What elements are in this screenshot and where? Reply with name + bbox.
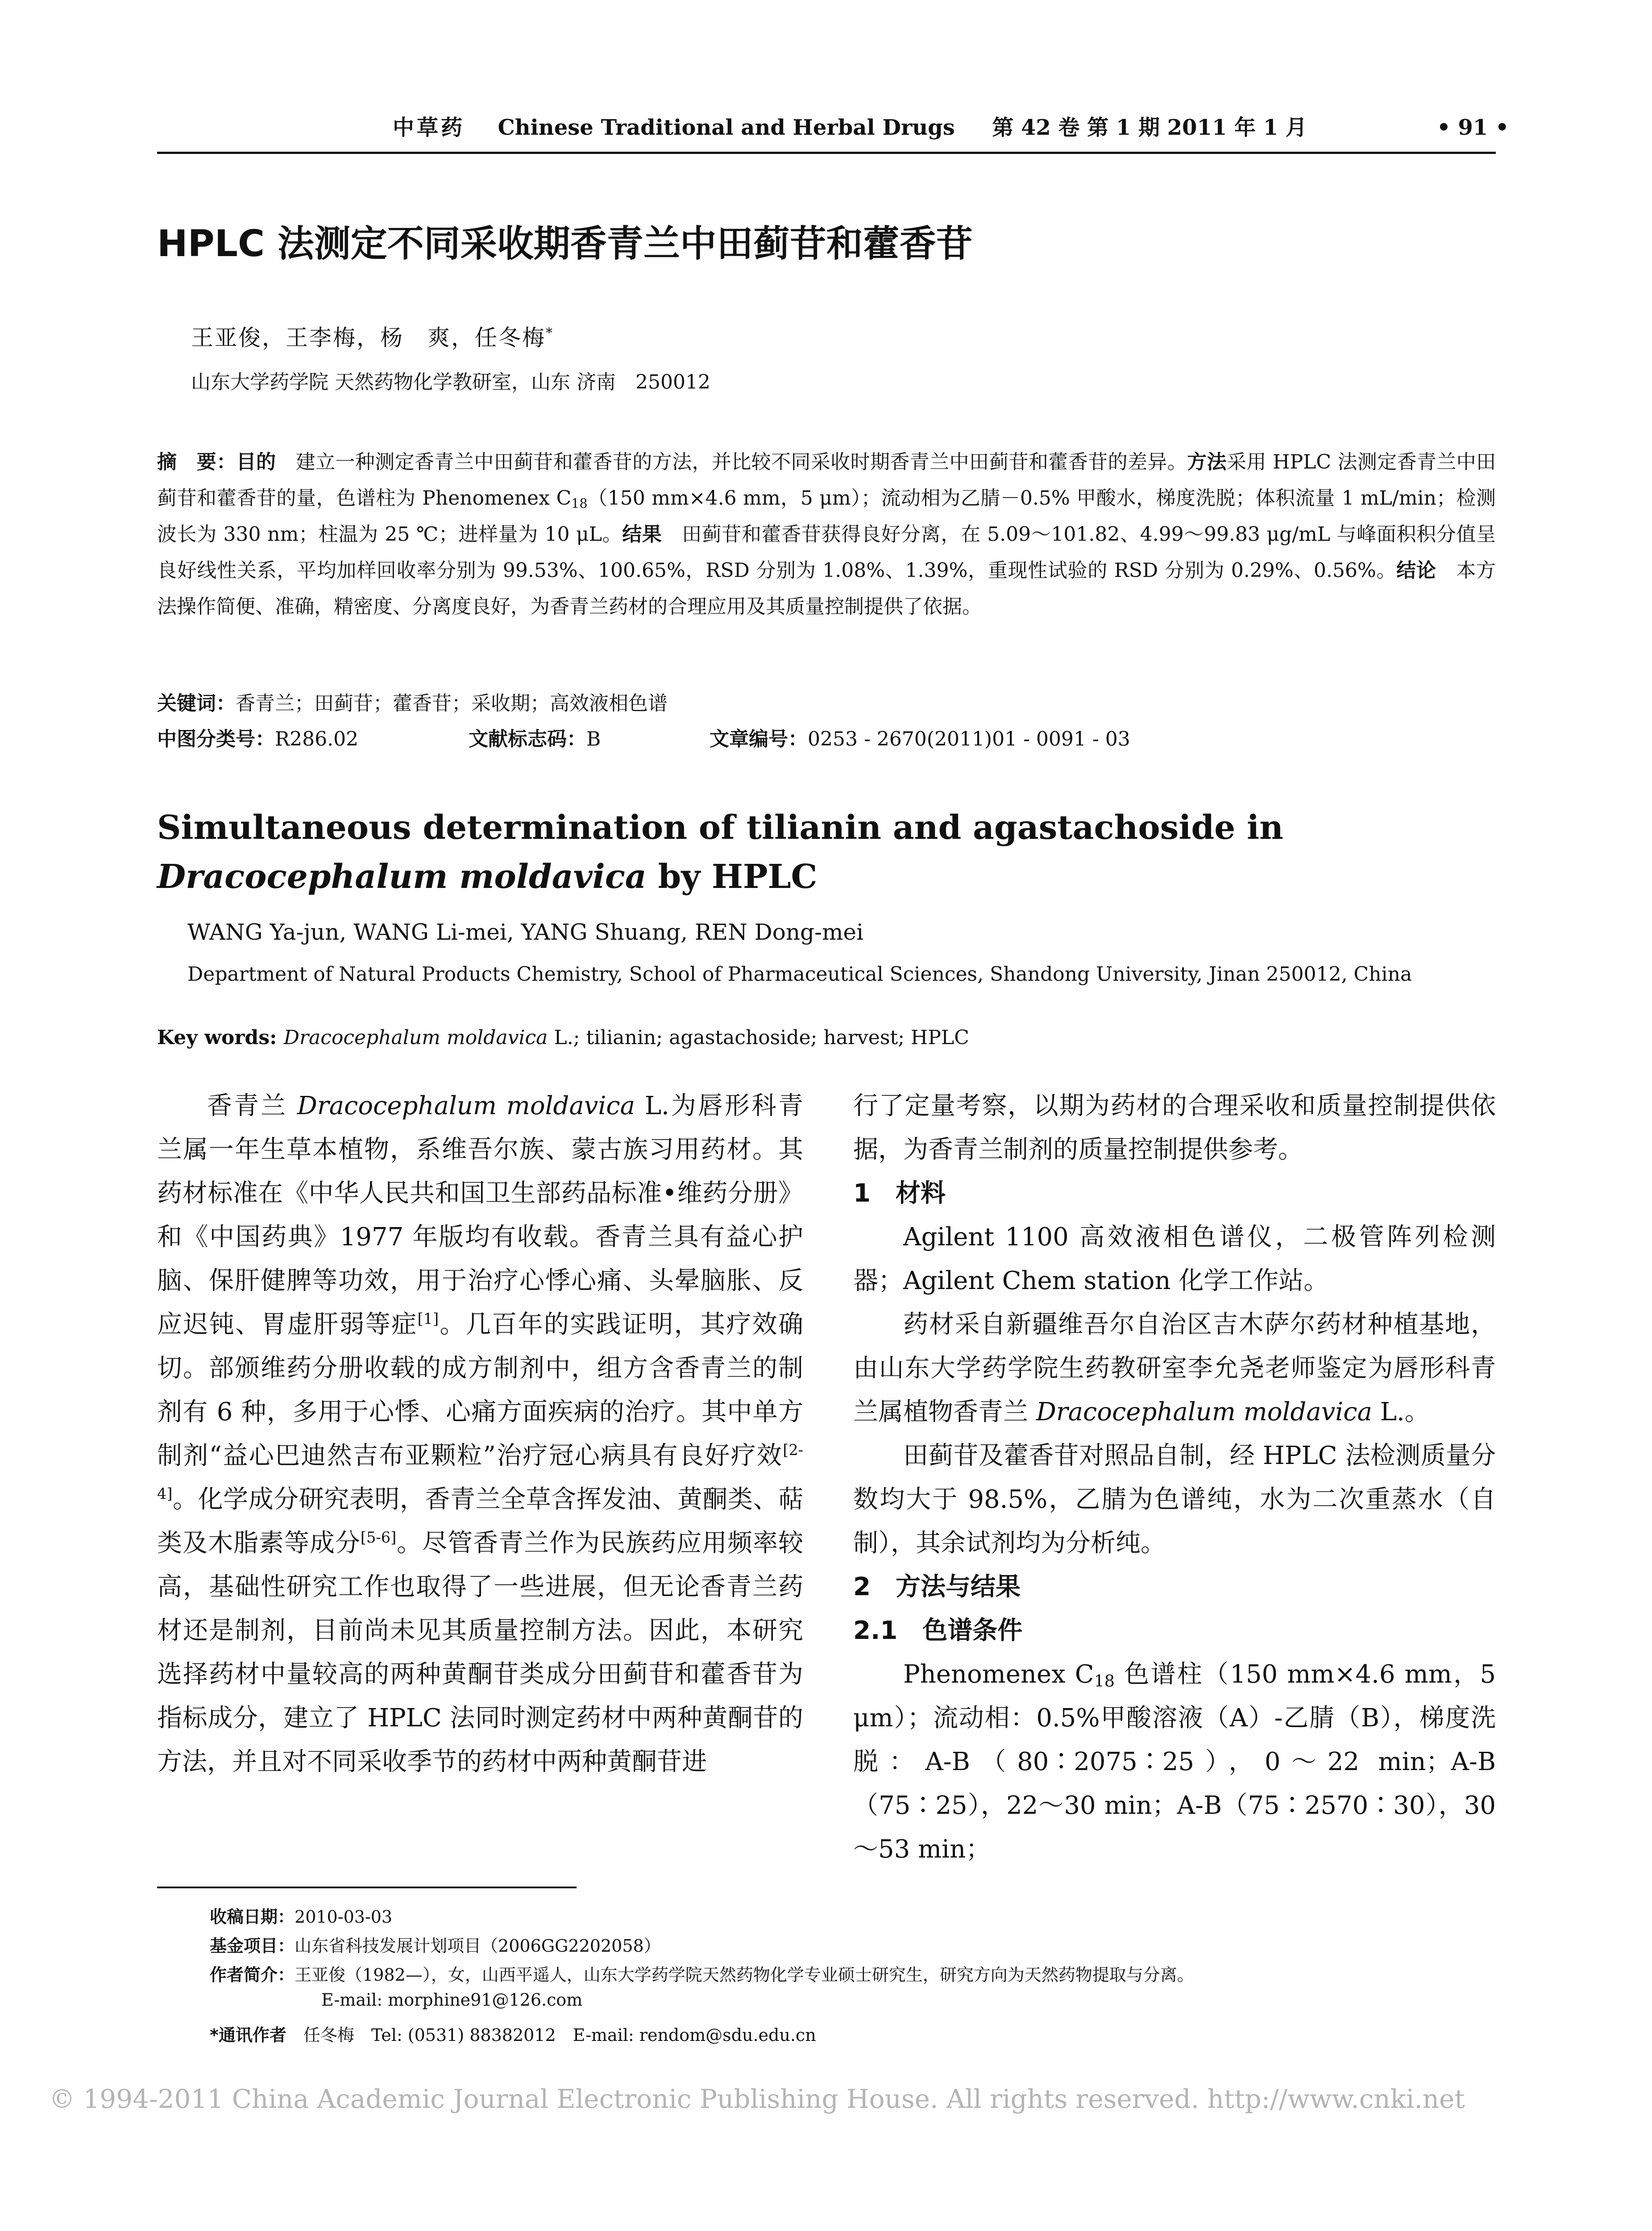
footnote-rule: [157, 1887, 577, 1888]
journal-issue: 第 42 卷 第 1 期 2011 年 1 月: [992, 115, 1307, 140]
copyright-notice: © 1994-2011 China Academic Journal Electronic Publishing House. All rights reserved. http://www.cnki.net: [49, 2084, 1465, 2114]
citation: [5-6]: [360, 1528, 397, 1546]
journal-name-en: Chinese Traditional and Herbal Drugs: [498, 115, 955, 140]
document-code: 文献标志码：B: [469, 728, 601, 751]
methods-label: 方法: [1187, 451, 1227, 473]
body-column-right: [853, 1084, 1496, 1871]
subsection-heading: 2.1 色谱条件: [853, 1616, 1023, 1645]
citation: [2-4]: [157, 1441, 803, 1502]
clc-number: R286.02: [275, 728, 359, 751]
footnote-author-bio: 作者简介：王亚俊（1982—），女，山西平遥人，山东大学药学院天然药物化学专业硕士研究生，研究方向为天然药物提取与分离。: [210, 1965, 1194, 1985]
paragraph: 行了定量考察，以期为药材的合理采收和质量控制提供依据，为香青兰制剂的质量控制提供参考。: [853, 1091, 1496, 1164]
paragraph: 田蓟苷及藿香苷对照品自制，经 HPLC 法检测质量分数均大于 98.5%，乙腈为色谱纯，水为二次重蒸水（自制），其余试剂均为分析纯。: [853, 1441, 1496, 1558]
journal-name-cn: 中草药: [393, 115, 465, 140]
body-column-left: [157, 1084, 803, 1784]
section-heading: 1 材料: [853, 1179, 946, 1208]
footnote-corresponding: *通讯作者 任冬梅 Tel: (0531) 88382012 E-mail: rendom@sdu.edu.cn: [210, 2025, 816, 2045]
article-title-en: Simultaneous determination of tilianin and agastachoside in Dracocephalum moldavica by HPLC: [157, 809, 1283, 896]
footnote-fund: 基金项目：山东省科技发展计划项目（2006GG2202058）: [210, 1936, 661, 1956]
footnote-received: 收稿日期：2010-03-03: [210, 1907, 393, 1927]
header-rule: [157, 152, 1496, 154]
citation: [1]: [417, 1310, 439, 1327]
authors-cn: 王亚俊，王李梅，杨 爽，任冬梅*: [191, 325, 554, 351]
conclusion-text: 本方法操作简便、准确，精密度、分离度良好，为香青兰药材的合理应用及其质量控制提供了依据。: [157, 559, 1496, 618]
authors-en: WANG Ya-jun, WANG Li-mei, YANG Shuang, REN Dong-mei: [187, 919, 863, 945]
conclusion-label: 结论: [1396, 559, 1436, 582]
intro-paragraph: 香青兰 Dracocephalum moldavica L.为唇形科青兰属一年生草本植物，系维吾尔族、蒙古族习用药材。其药材标准在《中华人民共和国卫生部药品标准•维药分册》和《中国药典》1977 年版均有收载。香青兰具有益心护脑、保肝健脾等功效，用于治疗心悸心痛、头晕脑胀、反应迟钝、胃虚肝弱等症[1]。几百年的实践证明，其疗效确切。部颁维药分册收载的成方制剂中，组方含香青兰的制剂有 6 种，多用于心悸、心痛方面疾病的治疗。其中单方制剂“益心巴迪然吉布亚颗粒”治疗冠心病具有良好疗效[2-4]。化学成分研究表明，香青兰全草含挥发油、黄酮类、萜类及木脂素等成分[5-6]。尽管香青兰作为民族药应用频率较高，基础性研究工作也取得了一些进展，但无论香青兰药材还是制剂，目前尚未见其质量控制方法。因此，本研究选择药材中量较高的两种黄酮苷类成分田蓟苷和藿香苷为指标成分，建立了 HPLC 法同时测定药材中两种黄酮苷的方法，并且对不同采收季节的药材中两种黄酮苷进: [157, 1091, 804, 1776]
classification-line: 中图分类号：R286.02: [157, 728, 359, 751]
results-label: 结果: [622, 523, 662, 546]
journal-header: [393, 117, 1307, 138]
article-title-cn: HPLC 法测定不同采收期香青兰中田蓟苷和藿香苷: [157, 223, 973, 265]
paragraph: 药材采自新疆维吾尔自治区吉木萨尔药材种植基地，由山东大学药学院生药教研室李允尧老师鉴定为唇形科青兰属植物香青兰 Dracocephalum moldavica L.。: [853, 1310, 1496, 1427]
objective-text: 建立一种测定香青兰中田蓟苷和藿香苷的方法，并比较不同采收时期香青兰中田蓟苷和藿香苷的差异。: [276, 451, 1187, 473]
objective-label: 目的: [236, 451, 276, 473]
paragraph: Agilent 1100 高效液相色谱仪，二极管阵列检测器；Agilent Chem station 化学工作站。: [853, 1223, 1496, 1295]
keywords-en: Key words: Dracocephalum moldavica L.; tilianin; agastachoside; harvest; HPLC: [157, 1026, 969, 1049]
corresponding-mark: *: [546, 325, 554, 341]
footnote-email: E-mail: morphine91@126.com: [321, 1990, 583, 2010]
results-text: 田蓟苷和藿香苷获得良好分离，在 5.09～101.82、4.99～99.83 μg/mL 与峰面积积分值呈良好线性关系，平均加样回收率分别为 99.53%、100.65%，RSD 分别为 1.08%、1.39%，重现性试验的 RSD 分别为 0.29%、0.56%。: [157, 523, 1496, 582]
article-number: 文章编号：0253 - 2670(2011)01 - 0091 - 03: [710, 728, 1130, 751]
abstract-label: 摘 要：: [157, 451, 237, 473]
page-number: • 91 •: [1437, 115, 1509, 140]
section-heading: 2 方法与结果: [853, 1572, 1021, 1601]
keywords-cn: 关键词：香青兰；田蓟苷；藿香苷；采收期；高效液相色谱: [157, 692, 668, 715]
affiliation-cn: 山东大学药学院 天然药物化学教研室，山东 济南 250012: [191, 371, 710, 394]
abstract-cn: 摘 要：目的 建立一种测定香青兰中田蓟苷和藿香苷的方法，并比较不同采收时期香青兰中田蓟苷和藿香苷的差异。方法采用 HPLC 法测定香青兰中田蓟苷和藿香苷的量，色谱柱为 Phenomenex $C_{18}(150$ mm×4.6 mm，5 μm）；流动相为乙腈－0.5% 甲酸水，梯度洗脱；体积流量 1 mL/min；检测波长为 330 nm；柱温为 25 ℃；进样量为 10 μL。结果 田蓟苷和藿香苷获得良好分离，在 5.09～101.82、4.99～99.83 μg/mL 与峰面积积分值呈良好线性关系，平均加样回收率分别为 99.53%、100.65%，RSD 分别为 1.08%、1.39%，重现性试验的 RSD 分别为 0.29%、0.56%。结论 本方法操作简便、准确，精密度、分离度良好，为香青兰药材的合理应用及其质量控制提供了依据。: [157, 451, 1496, 618]
methods-text: 采用 HPLC 法测定香青兰中田蓟苷和藿香苷的量，色谱柱为 Phenomenex C: [157, 451, 1496, 510]
paragraph: Phenomenex $C_{18}$ 色谱柱（150 mm×4.6 mm，5 μm）；流动相：0.5%甲酸溶液（A）-乙腈（B），梯度洗脱：A-B（80∶2075∶25），0～22 min；A-B（75∶25），22～30 min；A-B（75∶2570∶30），30～53 min；: [853, 1660, 1496, 1864]
affiliation-en: Department of Natural Products Chemistry, School of Pharmaceutical Sciences, Shandong University, Jinan 250012, China: [187, 963, 1412, 986]
